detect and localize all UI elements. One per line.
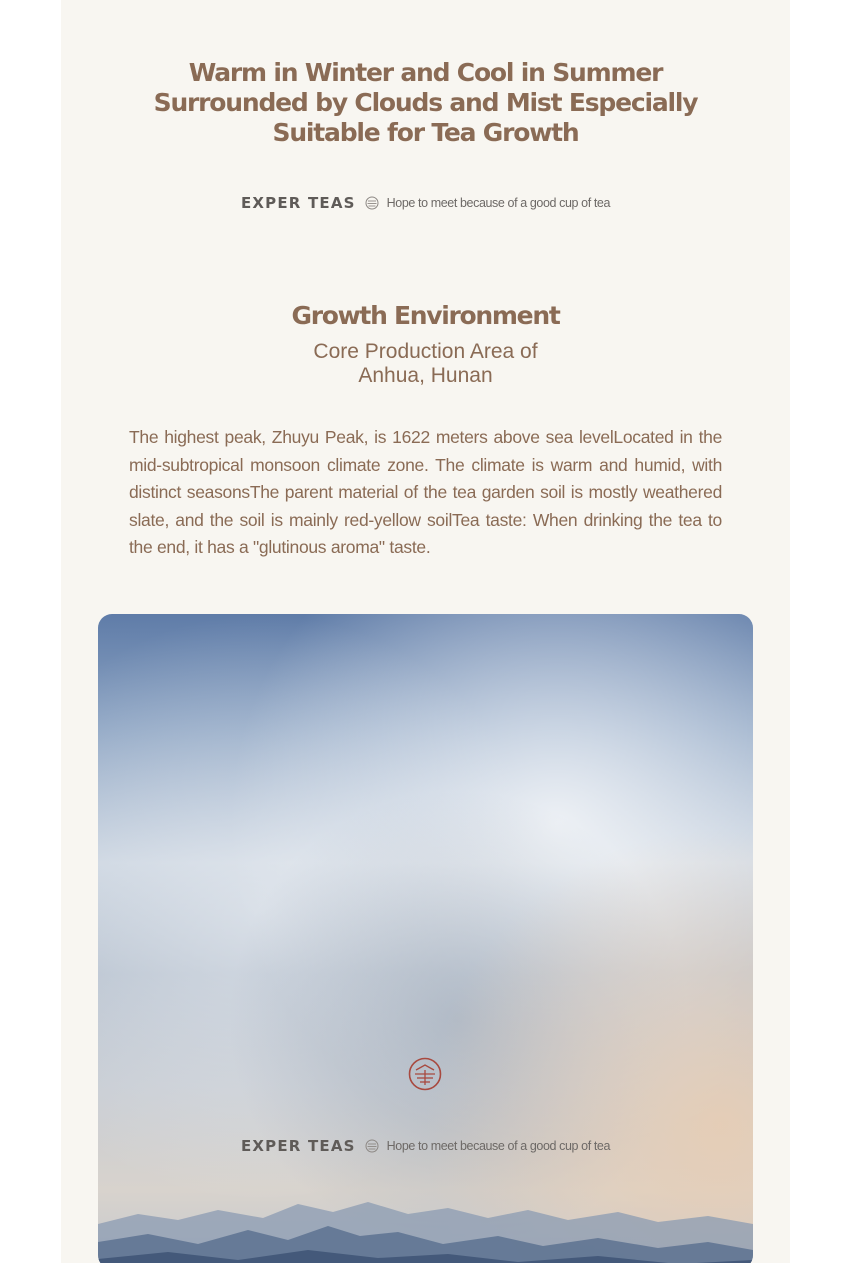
headline-line-3: Suitable for Tea Growth — [272, 118, 579, 147]
red-seal-icon — [408, 1057, 442, 1091]
brand-tagline — [61, 194, 790, 212]
section-body: The highest peak, Zhuyu Peak, is 1622 meters above sea levelLocated in the mid-subtropical monsoon climate zone. The climate is warm and humid, with distinct seasonsThe parent material of the tea garden soil is mostly weathered slate, and the soil is mainly red-yellow soilTea taste: When drinking the tea to the end, it has a "glutinous aroma" taste. — [129, 427, 722, 557]
brand-tagline-overlay — [98, 1137, 753, 1155]
brand-slogan: Hope to meet because of a good cup of tea — [386, 1139, 611, 1153]
brand-name: EXPER TEAS — [240, 1137, 356, 1155]
tea-seal-icon — [365, 1139, 379, 1153]
mountain-sky-image — [98, 614, 753, 1263]
headline-line-1: Warm in Winter and Cool in Summer — [188, 58, 663, 87]
subtitle-line-2: Anhua, Hunan — [358, 364, 493, 387]
headline-line-2: Surrounded by Clouds and Mist Especially — [153, 88, 698, 117]
page-headline — [61, 58, 790, 148]
section-subtitle — [61, 340, 790, 388]
brand-slogan: Hope to meet because of a good cup of tea — [386, 196, 611, 210]
section-title: Growth Environment — [291, 301, 560, 330]
content-panel — [61, 0, 790, 1263]
brand-name: EXPER TEAS — [240, 194, 356, 212]
subtitle-line-1: Core Production Area of — [313, 340, 538, 363]
tea-seal-icon — [365, 196, 379, 210]
sky-background — [98, 614, 753, 1263]
